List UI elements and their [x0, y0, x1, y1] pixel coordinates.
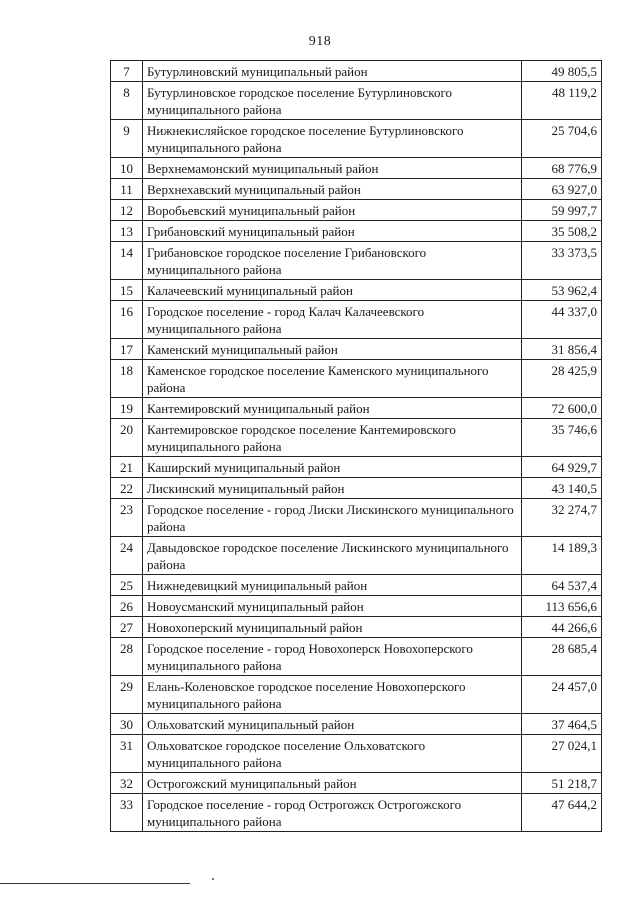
municipality-name: Давыдовское городское поселение Лискинского муниципального района	[143, 537, 522, 575]
amount-value: 14 189,3	[522, 537, 602, 575]
row-number: 25	[111, 575, 143, 596]
amount-value: 44 337,0	[522, 301, 602, 339]
municipality-name: Верхнехавский муниципальный район	[143, 179, 522, 200]
table-row	[111, 457, 602, 478]
table-row	[111, 617, 602, 638]
table-row	[111, 596, 602, 617]
row-number: 31	[111, 735, 143, 773]
amount-value: 113 656,6	[522, 596, 602, 617]
amount-value: 28 425,9	[522, 360, 602, 398]
row-number: 14	[111, 242, 143, 280]
table-row	[111, 200, 602, 221]
amount-value: 49 805,5	[522, 61, 602, 82]
municipality-name: Ольховатское городское поселение Ольховатского муниципального района	[143, 735, 522, 773]
table-row	[111, 61, 602, 82]
amount-value: 24 457,0	[522, 676, 602, 714]
table-row	[111, 301, 602, 339]
municipality-name: Кантемировский муниципальный район	[143, 398, 522, 419]
row-number: 8	[111, 82, 143, 120]
table-row	[111, 419, 602, 457]
row-number: 17	[111, 339, 143, 360]
municipality-name: Городское поселение - город Лиски Лискинского муниципального района	[143, 499, 522, 537]
row-number: 26	[111, 596, 143, 617]
municipality-name: Бутурлиновское городское поселение Бутурлиновского муниципального района	[143, 82, 522, 120]
amount-value: 72 600,0	[522, 398, 602, 419]
budget-table	[110, 60, 602, 832]
amount-value: 31 856,4	[522, 339, 602, 360]
row-number: 11	[111, 179, 143, 200]
table-row	[111, 478, 602, 499]
row-number: 28	[111, 638, 143, 676]
row-number: 18	[111, 360, 143, 398]
municipality-name: Нижнекисляйское городское поселение Бутурлиновского муниципального района	[143, 120, 522, 158]
municipality-name: Калачеевский муниципальный район	[143, 280, 522, 301]
municipality-name: Ольховатский муниципальный район	[143, 714, 522, 735]
row-number: 10	[111, 158, 143, 179]
table-row	[111, 537, 602, 575]
row-number: 20	[111, 419, 143, 457]
amount-value: 47 644,2	[522, 794, 602, 832]
row-number: 7	[111, 61, 143, 82]
municipality-name: Новоусманский муниципальный район	[143, 596, 522, 617]
amount-value: 32 274,7	[522, 499, 602, 537]
municipality-name: Каширский муниципальный район	[143, 457, 522, 478]
amount-value: 25 704,6	[522, 120, 602, 158]
amount-value: 53 962,4	[522, 280, 602, 301]
row-number: 29	[111, 676, 143, 714]
table-row	[111, 499, 602, 537]
amount-value: 28 685,4	[522, 638, 602, 676]
amount-value: 35 746,6	[522, 419, 602, 457]
municipality-name: Бутурлиновский муниципальный район	[143, 61, 522, 82]
amount-value: 33 373,5	[522, 242, 602, 280]
table-row	[111, 773, 602, 794]
table-row	[111, 82, 602, 120]
table-row	[111, 735, 602, 773]
municipality-name: Каменское городское поселение Каменского муниципального района	[143, 360, 522, 398]
municipality-name: Грибановское городское поселение Грибановского муниципального района	[143, 242, 522, 280]
table-row	[111, 794, 602, 832]
footer-dot-mark	[212, 878, 214, 880]
amount-value: 37 464,5	[522, 714, 602, 735]
table-row	[111, 638, 602, 676]
municipality-name: Елань-Коленовское городское поселение Новохоперского муниципального района	[143, 676, 522, 714]
amount-value: 51 218,7	[522, 773, 602, 794]
amount-value: 64 537,4	[522, 575, 602, 596]
row-number: 21	[111, 457, 143, 478]
municipality-name: Новохоперский муниципальный район	[143, 617, 522, 638]
row-number: 13	[111, 221, 143, 242]
amount-value: 35 508,2	[522, 221, 602, 242]
municipality-name: Верхнемамонский муниципальный район	[143, 158, 522, 179]
table-row	[111, 158, 602, 179]
page-number: 918	[308, 34, 332, 49]
row-number: 30	[111, 714, 143, 735]
amount-value: 59 997,7	[522, 200, 602, 221]
municipality-name: Воробьевский муниципальный район	[143, 200, 522, 221]
table-row	[111, 280, 602, 301]
row-number: 33	[111, 794, 143, 832]
amount-value: 63 927,0	[522, 179, 602, 200]
row-number: 23	[111, 499, 143, 537]
row-number: 22	[111, 478, 143, 499]
footer-separator-line	[0, 883, 190, 884]
municipality-name: Грибановский муниципальный район	[143, 221, 522, 242]
row-number: 27	[111, 617, 143, 638]
municipality-name: Острогожский муниципальный район	[143, 773, 522, 794]
table-row	[111, 714, 602, 735]
row-number: 32	[111, 773, 143, 794]
amount-value: 43 140,5	[522, 478, 602, 499]
row-number: 19	[111, 398, 143, 419]
table-row	[111, 120, 602, 158]
municipality-name: Городское поселение - город Острогожск Острогожского муниципального района	[143, 794, 522, 832]
table-row	[111, 242, 602, 280]
row-number: 16	[111, 301, 143, 339]
amount-value: 48 119,2	[522, 82, 602, 120]
row-number: 15	[111, 280, 143, 301]
municipality-name: Каменский муниципальный район	[143, 339, 522, 360]
table-row	[111, 398, 602, 419]
municipality-name: Городское поселение - город Новохоперск Новохоперского муниципального района	[143, 638, 522, 676]
municipality-name: Нижнедевицкий муниципальный район	[143, 575, 522, 596]
municipality-name: Кантемировское городское поселение Кантемировского муниципального района	[143, 419, 522, 457]
amount-value: 27 024,1	[522, 735, 602, 773]
amount-value: 64 929,7	[522, 457, 602, 478]
amount-value: 44 266,6	[522, 617, 602, 638]
row-number: 12	[111, 200, 143, 221]
amount-value: 68 776,9	[522, 158, 602, 179]
table-row	[111, 221, 602, 242]
table-row	[111, 339, 602, 360]
table-row	[111, 179, 602, 200]
table-row	[111, 360, 602, 398]
municipality-name: Городское поселение - город Калач Калачеевского муниципального района	[143, 301, 522, 339]
row-number: 24	[111, 537, 143, 575]
municipality-name: Лискинский муниципальный район	[143, 478, 522, 499]
row-number: 9	[111, 120, 143, 158]
table-row	[111, 575, 602, 596]
table-row	[111, 676, 602, 714]
